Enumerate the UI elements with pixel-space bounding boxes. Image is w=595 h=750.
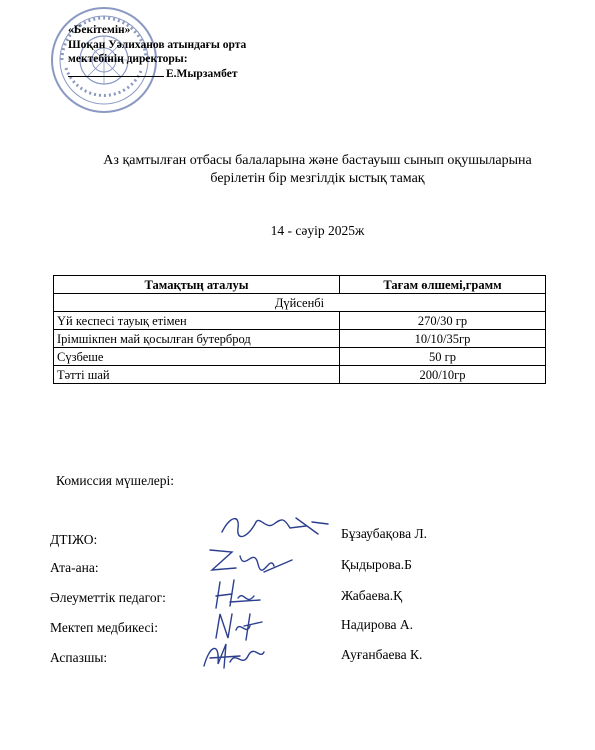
document-title <box>40 152 595 188</box>
member-role: Мектеп медбикесі: <box>50 620 159 635</box>
table-row <box>54 366 546 384</box>
table-header-row <box>54 276 546 294</box>
commission-label: Комиссия мүшелері: <box>56 473 175 488</box>
member-name: Қыдырова.Б <box>341 557 412 572</box>
dish-portion: 50 гр <box>340 348 546 366</box>
column-header-portion: Тағам өлшемі,грамм <box>340 276 546 294</box>
member-name: Надирова А. <box>341 617 414 632</box>
day-row <box>54 294 546 312</box>
member-role: Әлеуметтік педагог: <box>50 590 166 605</box>
column-header-dish: Тамақтың аталуы <box>54 276 340 294</box>
signature-icon <box>204 542 304 578</box>
school-name: Шоқан Уәлиханов атындағы орта <box>68 38 247 51</box>
member-role: ДТІЖО: <box>50 532 98 547</box>
dish-name: Сүзбеше <box>54 348 340 366</box>
director-position: мектебінің директоры: <box>68 53 188 65</box>
dish-portion: 200/10гр <box>340 366 546 384</box>
signature-line <box>68 76 164 77</box>
member-role: Аспазшы: <box>50 650 108 665</box>
signature-icon <box>218 508 330 544</box>
signature-icon <box>210 576 280 612</box>
dish-portion: 10/10/35гр <box>340 330 546 348</box>
signature-icon <box>200 638 270 674</box>
document-date: 14 - сәуір 2025ж <box>270 223 365 238</box>
member-name: Ауғанбаева К. <box>341 647 423 662</box>
day-label: Дүйсенбі <box>54 294 546 312</box>
member-name: Жабаева.Қ <box>341 588 403 603</box>
menu-table <box>53 275 546 384</box>
dish-name: Ірімшікпен май қосылған бутерброд <box>54 330 340 348</box>
dish-name: Үй кеспесі тауық етімен <box>54 312 340 330</box>
table-row <box>54 330 546 348</box>
table-row <box>54 348 546 366</box>
dish-name: Тәтті шай <box>54 366 340 384</box>
director-name: Е.Мырзамбет <box>166 67 238 80</box>
approval-heading: «Бекітемін» <box>68 24 131 36</box>
dish-portion: 270/30 гр <box>340 312 546 330</box>
member-role: Ата-ана: <box>50 560 99 575</box>
approval-block <box>68 23 246 81</box>
title-line-1: Аз қамтылған отбасы балаларына және бастауыш сынып оқушыларына <box>103 153 532 168</box>
table-row <box>54 312 546 330</box>
director-sign-row <box>68 67 246 82</box>
title-line-2: берілетін бір мезгілдік ыстық тамақ <box>210 171 425 186</box>
member-name: Бұзаубақова Л. <box>341 526 427 541</box>
